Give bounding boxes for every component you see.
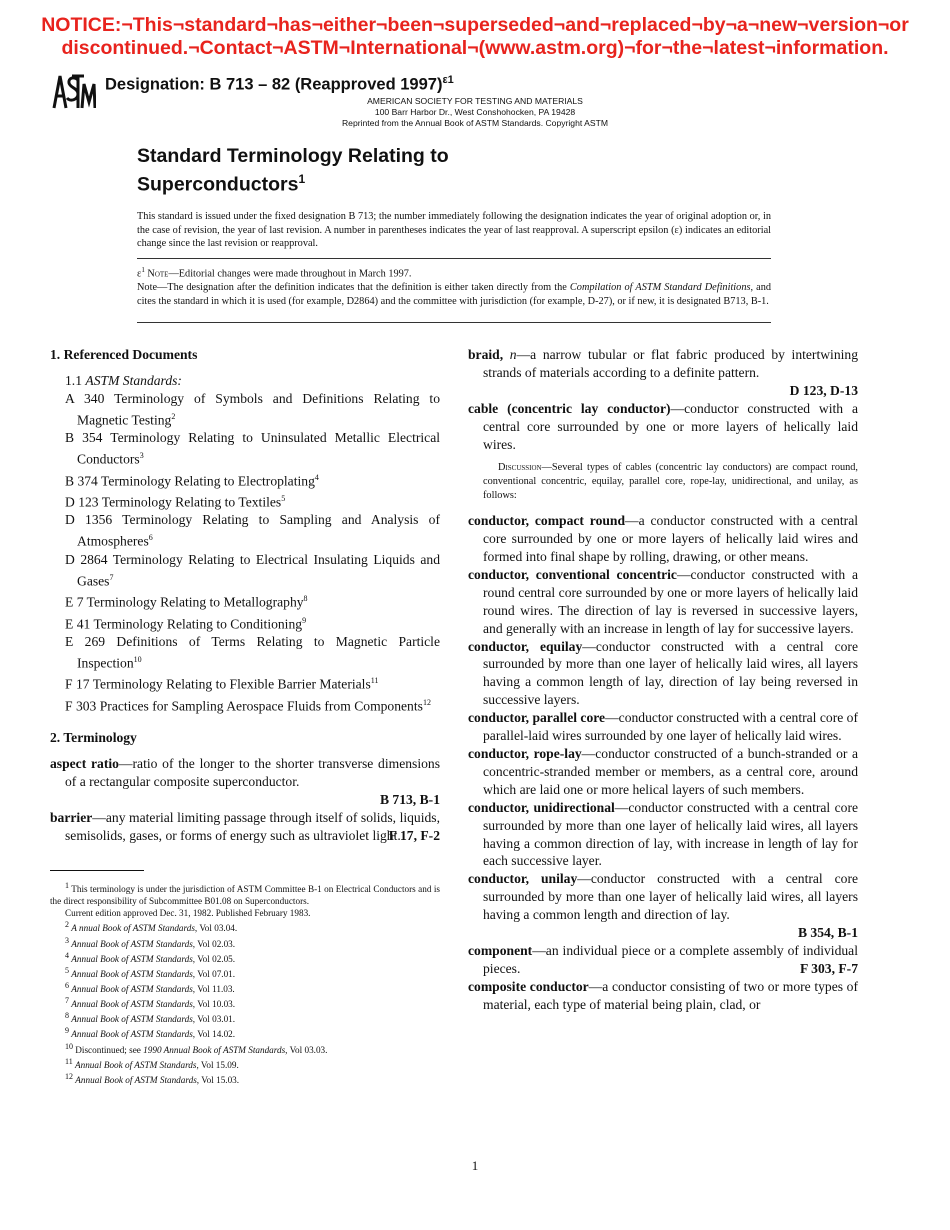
term-entry [468, 638, 858, 710]
editorial-note [137, 264, 771, 281]
footnotes [50, 880, 440, 1086]
term-definition: —ratio of the longer to the shorter transverse dimensions of a rectangular composite superconductor. [65, 756, 440, 789]
term-definition: —conductor constructed with a central core surrounded by more than one layer of helically laid wires, all layers having a common direction of lay, with increase in length of lay for each successive layer. [483, 799, 859, 869]
footnote-num: 11 [65, 1056, 73, 1066]
term-conductor-unilay [468, 870, 858, 924]
subsection-num: 1.1 [65, 372, 82, 388]
footnote-ital: A nnual Book of ASTM Standards [71, 923, 195, 934]
footnote-item [50, 980, 440, 995]
term-definition: —an individual piece or a complete assembly of individual pieces. [483, 942, 858, 976]
notice-line-2: discontinued.¬Contact¬ASTM¬International¬(www.astm.org)¬for¬the¬latest¬information. [61, 37, 889, 59]
section-1-heading: 1. Referenced Documents [50, 347, 198, 362]
footnote-1-edition: Current edition approved Dec. 31, 1982. Published February 1983. [65, 908, 311, 919]
reference-item [50, 511, 440, 550]
epsilon-sup: 1 [141, 266, 145, 274]
term-label: conductor, equilay [468, 638, 583, 654]
editorial-note-text: —Editorial changes were made throughout in March 1997. [168, 268, 412, 280]
term-entry [468, 745, 858, 799]
term-label: conductor, unidirectional [468, 799, 615, 815]
footnote-ital: Annual Book of ASTM Standards [75, 1059, 197, 1070]
footnote-ital: Annual Book of ASTM Standards [71, 1014, 193, 1025]
term-entry [468, 709, 858, 745]
footnote-text: , Vol 14.02. [192, 1029, 236, 1040]
footnote-num: 12 [65, 1071, 73, 1081]
term-braid [468, 346, 858, 382]
footnote-text: , Vol 11.03. [192, 984, 235, 995]
citation: B 713, B-1 [379, 791, 440, 807]
reference-item [50, 633, 440, 672]
reference-footnote-mark: 2 [171, 411, 176, 421]
footnote-num: 10 [65, 1041, 73, 1051]
term-label: barrier [50, 809, 93, 825]
citation: D 123, D-13 [789, 382, 858, 398]
term-definition: —any material limiting passage through itself of solids, liquids, semisolids, gases, or forms of energy such as ultraviolet light. [65, 809, 440, 843]
term-composite-conductor [468, 978, 858, 1014]
footnote-text: , Vol 03.04. [194, 923, 238, 934]
footnote-text: , Vol 15.09. [196, 1059, 239, 1070]
reference-footnote-mark: 12 [422, 697, 431, 707]
page-number: 1 [471, 1158, 479, 1173]
term-definition: —conductor constructed with a central core surrounded by more than one layer of helically laid wires, all layers having a common length of lay, direction of lay being reversed in successive layers. [483, 638, 858, 708]
term-entry [468, 566, 858, 638]
footnote-rule [50, 870, 144, 871]
term-entry [468, 512, 858, 566]
reference-item [50, 672, 440, 693]
footnote-num: 3 [65, 935, 69, 945]
term-label: aspect ratio [50, 756, 119, 772]
term-definition: —conductor constructed of a bunch-stranded or a concentric-stranded member or members, as a central core, around which are laid one or more helical layers of such members. [483, 746, 859, 797]
footnote-num: 8 [65, 1011, 69, 1021]
footnote-text: , Vol 03.03. [285, 1044, 328, 1055]
footnote-item [50, 965, 440, 980]
footnote-num: 5 [65, 965, 69, 975]
notice-banner [0, 14, 950, 60]
term-definition: —conductor constructed with a central core surrounded by more than one layer of helically laid wires, all layers having a common length and direction of lay. [483, 871, 859, 923]
footnote-text: , Vol 15.03. [196, 1074, 240, 1085]
footnote-ital: Annual Book of ASTM Standards [75, 1074, 197, 1085]
publisher-block [300, 96, 650, 129]
footnote-ital: Annual Book of ASTM Standards [71, 1029, 193, 1040]
discussion-label: Discussion [498, 462, 542, 474]
term-cable [468, 400, 858, 454]
designation-note-a: Note—The designation after the definition indicates that the definition is either taken directly from the [137, 282, 570, 294]
footnote-text: , Vol 02.05. [192, 953, 236, 964]
footnote-num: 9 [65, 1026, 69, 1036]
reference-footnote-mark: 7 [109, 572, 114, 582]
left-column [50, 346, 440, 845]
term-definition: —conductor constructed with a central core surrounded by one or more layers of helically laid wires. [483, 400, 858, 452]
footnote-12 [50, 1071, 440, 1086]
footnote-item [50, 919, 440, 934]
footnote-text: , Vol 07.01. [192, 968, 236, 979]
term-label: cable (concentric lay conductor) [468, 400, 671, 416]
publisher-line-2: 100 Barr Harbor Dr., West Conshohocken, PA 19428 [374, 107, 576, 117]
reference-text: B 354 Terminology Relating to Uninsulated Metallic Electrical Conductors [65, 430, 440, 467]
designation [105, 74, 454, 95]
reference-footnote-mark: 10 [133, 654, 142, 664]
title-line-1: Standard Terminology Relating to [137, 145, 449, 167]
reference-item [50, 469, 440, 490]
footnote-num: 7 [65, 996, 69, 1006]
reference-item [50, 429, 440, 468]
term-barrier [50, 809, 440, 845]
reference-footnote-mark: 6 [148, 533, 153, 543]
divider-bottom [137, 322, 771, 323]
term-label: composite conductor [468, 978, 589, 994]
footnote-item [50, 1010, 440, 1025]
section-2-heading: 2. Terminology [50, 730, 137, 746]
reference-footnote-mark: 9 [302, 615, 307, 625]
reference-item [50, 390, 440, 429]
footnote-item [50, 950, 440, 965]
reference-item [50, 490, 440, 511]
term-label: conductor, unilay [468, 871, 578, 887]
designation-text: Designation: B 713 – 82 (Reapproved 1997) [105, 75, 443, 94]
note-label: Note [147, 268, 169, 280]
divider-top [137, 258, 771, 259]
conductor-term-list [468, 512, 858, 870]
publisher-line-1: AMERICAN SOCIETY FOR TESTING AND MATERIALS [367, 96, 583, 106]
footnote-num: 6 [65, 980, 69, 990]
intro-paragraph: This standard is issued under the fixed designation B 713; the number immediately following the designation indicates the year of original adoption or, in the case of revision, the year of last revision. A number in parentheses indicates the year of last reapproval. A superscript epsilon (ε) indicates an editorial change since the last revision or reapproval. [137, 211, 771, 250]
footnote-item [50, 1025, 440, 1040]
footnote-10 [50, 1041, 440, 1056]
footnote-list [50, 919, 440, 1040]
reference-footnote-mark: 8 [303, 594, 308, 604]
footnote-item [50, 995, 440, 1010]
term-definition: —conductor constructed with a round central core surrounded by one or more layers of helically laid round wires. The direction of lay is reversed in successive layers, and generally with an increase in length of lay for successive layers. [483, 566, 858, 636]
footnote-num: 4 [65, 950, 69, 960]
term-definition: —a conductor consisting of two or more types of material, each type of material being plain, clad, or [483, 978, 858, 1012]
reference-text: F 303 Practices for Sampling Aerospace Fluids from Components [65, 698, 423, 714]
term-definition: —conductor constructed with a central core of parallel-laid wires surrounded by one layer of helically laid wires. [483, 710, 858, 744]
reference-text: D 123 Terminology Relating to Textiles [65, 494, 282, 510]
right-column [468, 346, 858, 1014]
document-title [137, 145, 449, 197]
reference-item [50, 612, 440, 633]
discussion [468, 461, 858, 502]
footnote-text: , Vol 02.03. [192, 938, 236, 949]
discussion-text: —Several types of cables (concentric lay conductors) are compact round, conventional concentric, equilay, parallel core, rope-lay, unidirectional, and unilay, as follows: [483, 462, 858, 501]
term-label: component [468, 942, 533, 958]
reference-text: B 374 Terminology Relating to Electroplating [65, 473, 315, 489]
footnote-num: 2 [65, 920, 69, 930]
term-label: conductor, parallel core [468, 710, 606, 726]
term-definition: —a conductor constructed with a central core surrounded by one or more layers of helically laid wires and formed into final shape by rolling, drawing, or other means. [483, 513, 859, 565]
reference-footnote-mark: 3 [139, 451, 144, 461]
footnote-text: This terminology is under the jurisdiction of ASTM Committee B-1 on Electrical Conductors and is the direct responsibility of Subcommittee B01.08 on Superconductors. [50, 884, 440, 907]
footnote-1 [50, 880, 440, 907]
footnote-ital: Annual Book of ASTM Standards [71, 938, 193, 949]
term-label: braid, [468, 347, 504, 362]
subsection-1-1 [50, 372, 440, 390]
citation: B 354, B-1 [797, 925, 858, 941]
footnote-text: , Vol 10.03. [192, 999, 236, 1010]
reference-text: F 17 Terminology Relating to Flexible Barrier Materials [65, 676, 371, 692]
reference-footnote-mark: 11 [370, 676, 379, 686]
citation: F 17, F-2 [388, 827, 440, 843]
astm-logo [50, 72, 96, 112]
footnote-num: 1 [65, 881, 69, 890]
footnote-ital: 1990 Annual Book of ASTM Standards [143, 1044, 286, 1055]
reference-item [50, 551, 440, 590]
part-of-speech: n [509, 347, 517, 362]
reference-list [50, 390, 440, 715]
term-definition: —a narrow tubular or flat fabric produced by intertwining strands of materials according to a definite pattern. [483, 347, 858, 380]
footnote-text: , Vol 03.01. [192, 1014, 236, 1025]
reference-item [50, 590, 440, 611]
footnote-ital: Annual Book of ASTM Standards [71, 968, 193, 979]
reference-text: E 7 Terminology Relating to Metallography [65, 594, 304, 610]
footnote-ital: Annual Book of ASTM Standards [71, 984, 193, 995]
term-label: conductor, conventional concentric [468, 566, 677, 582]
footnote-ital: Annual Book of ASTM Standards [71, 953, 193, 964]
footnote-item [50, 935, 440, 950]
term-entry [468, 799, 858, 871]
reference-item [50, 694, 440, 715]
designation-note-b: , and cites the standard in which it is used (for example, D2864) and the committee with jurisdiction (for example, D-27), or if new, it is designated B713, B-1. [137, 282, 772, 307]
subsection-label: ASTM Standards: [85, 372, 182, 388]
term-aspect-ratio [50, 755, 440, 791]
reference-footnote-mark: 5 [281, 493, 286, 503]
designation-note [137, 281, 771, 308]
publisher-line-3: Reprinted from the Annual Book of ASTM Standards. Copyright ASTM [341, 118, 609, 128]
reference-text: E 41 Terminology Relating to Conditioning [65, 616, 303, 632]
designation-note-ital: Compilation of ASTM Standard Definitions [569, 282, 751, 294]
footnote-ital: Annual Book of ASTM Standards [71, 999, 193, 1010]
reference-text: D 2864 Terminology Relating to Electrical Insulating Liquids and Gases [65, 551, 440, 589]
term-label: conductor, rope-lay [468, 746, 582, 761]
designation-sup: ε1 [442, 74, 454, 86]
notes-block [137, 264, 771, 308]
footnote-text: Discontinued; see [75, 1044, 144, 1055]
epsilon-mark: ε [137, 268, 142, 280]
notice-line-1: NOTICE:¬This¬standard¬has¬either¬been¬superseded¬and¬replaced¬by¬a¬new¬version¬or [41, 14, 909, 36]
footnote-11 [50, 1056, 440, 1071]
reference-text: D 1356 Terminology Relating to Sampling and Analysis of Atmospheres [65, 512, 440, 549]
reference-text: A 340 Terminology of Symbols and Definitions Relating to Magnetic Testing [65, 390, 440, 428]
title-line-2: Superconductors [137, 173, 299, 196]
citation: F 303, F-7 [799, 960, 858, 976]
term-component [468, 942, 858, 978]
reference-text: E 269 Definitions of Terms Relating to Magnetic Particle Inspection [65, 633, 440, 671]
term-label: conductor, compact round [468, 513, 626, 529]
title-footnote-mark: 1 [298, 172, 306, 186]
reference-footnote-mark: 4 [314, 472, 319, 482]
